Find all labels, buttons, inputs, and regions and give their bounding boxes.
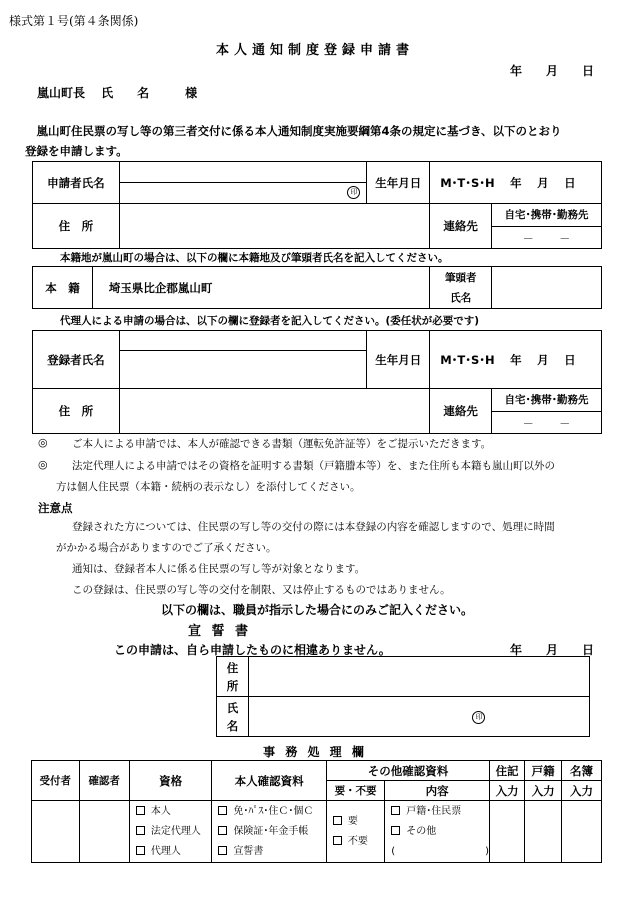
registrant-contact-type: 自宅･携帯･勤務先 [492,389,601,412]
agent-note: 代理人による申請の場合は、以下の欄に登録者を記入してください。(委任状が必要です) [60,315,480,327]
household-head-field[interactable] [492,267,602,309]
checkbox-no-need[interactable] [327,832,384,852]
intro-line-2: 登録を申請します。 [25,144,128,158]
caution-heading: 注意点 [38,501,73,515]
applicant-contact-label: 連絡先 [430,204,492,249]
koseki-input-cell[interactable] [525,801,562,863]
content-cell [385,801,490,863]
checkbox-oath[interactable] [212,842,325,862]
bullet-icon: ◎ [38,436,48,449]
checkbox-license[interactable] [212,802,325,822]
option-label: 免･ﾊﾟｽ･住Ｃ･個Ｃ [233,805,314,817]
id-docs-cell [212,801,326,863]
juki-header-1: 住記 [490,761,525,781]
registrant-birth-field[interactable]: M･T･S･H 年 月 日 [430,331,602,389]
oath-address-label-2: 所 [226,678,239,693]
oath-name-label-1: 氏 [226,700,239,715]
meibo-header-1: 名簿 [562,761,602,781]
option-label: 法定代理人 [150,825,201,837]
oath-address-label-1: 住 [226,660,239,675]
household-head-label [430,267,492,309]
receiver-header: 受付者 [32,761,80,801]
juki-header-2: 入力 [490,781,525,801]
id-docs-header: 本人確認資料 [212,761,326,801]
option-label: 宣誓書 [233,845,264,857]
checkbox-insurance[interactable] [212,822,325,842]
note-2b: 方は個人住民票（本籍・続柄の表示なし）を添付してください。 [56,481,361,493]
caution-3: この登録は、住民票の写し等の交付を制限、又は停止するものではありません。 [72,584,451,596]
dash: － [559,416,571,430]
applicant-contact-type: 自宅･携帯･勤務先 [492,204,601,227]
form-title: 本人通知制度登録申請書 [215,43,414,58]
checkbox-agent[interactable] [130,842,212,862]
caution-1a: 登録された方については、住民票の写し等の交付の際には本登録の内容を確認しますので、処理に時間 [72,521,555,533]
need-header: 要・不要 [326,781,384,801]
honseki-note: 本籍地が嵐山町の場合は、以下の欄に本籍地及び筆頭者氏名を記入してください。 [60,252,449,264]
meibo-header-2: 入力 [562,781,602,801]
oath-name-field[interactable] [248,697,589,737]
applicant-address-field[interactable] [119,204,429,249]
registrant-birth-label: 生年月日 [367,331,430,389]
registrant-name-field[interactable] [119,331,366,389]
oath-name-label-2: 名 [226,718,239,733]
applicant-name-field[interactable] [119,162,366,204]
seal-icon: 印 [472,711,485,724]
checkbox-other[interactable] [385,822,489,842]
oath-date: 年 月 日 [510,643,595,657]
checkbox-icon [218,806,227,815]
registrant-name-label: 登録者氏名 [33,331,120,389]
other-paren-field[interactable]: ( ) [391,845,490,857]
koseki-header-1: 戸籍 [525,761,562,781]
honseki-label: 本 籍 [33,267,93,309]
applicant-table [32,161,602,249]
oath-title: 宣 誓 書 [188,624,252,639]
dash: － [522,416,534,430]
qualification-header: 資格 [129,761,212,801]
applicant-address-label: 住 所 [33,204,120,249]
option-label: その他 [406,825,437,837]
registrant-address-label: 住 所 [33,389,120,434]
registrant-contact-field[interactable] [492,389,602,434]
applicant-contact-field[interactable] [492,204,602,249]
registrant-address-field[interactable] [119,389,429,434]
oath-address-label [217,657,249,697]
checkbox-icon [136,806,145,815]
option-label: 戸籍･住民票 [406,805,462,817]
checkbox-koseki[interactable] [385,802,489,822]
other-docs-header: その他確認資料 [326,761,489,781]
registrant-table [32,330,602,434]
koseki-header-2: 入力 [525,781,562,801]
checkbox-need[interactable] [327,812,384,832]
option-label: 保険証･年金手帳 [233,825,309,837]
seal-icon: 印 [347,186,360,199]
note-1: ご本人による申請では、本人が確認できる書類（運転免許証等）をご提示いただきます。 [72,438,492,450]
household-head-label-1: 筆頭者 [444,271,477,284]
oath-address-field[interactable] [248,657,589,697]
checkbox-icon [333,836,342,845]
form-number: 様式第１号(第４条関係) [9,14,139,28]
honseki-value[interactable]: 埼玉県比企郡嵐山町 [92,267,429,309]
checkbox-icon [218,826,227,835]
applicant-name-label: 申請者氏名 [33,162,120,204]
application-date: 年 月 日 [510,64,595,78]
meibo-input-cell[interactable] [562,801,602,863]
oath-table [216,656,590,737]
checkbox-legal-agent[interactable] [130,822,212,842]
option-label: 代理人 [150,845,181,857]
option-label: 要 [347,815,358,827]
staff-note: 以下の欄は、職員が指示した場合にのみご記入ください。 [161,603,474,617]
recipient: 嵐山町長 氏 名 様 [37,86,198,100]
applicant-birth-field[interactable]: M･T･S･H 年 月 日 [430,162,602,204]
caution-2: 通知は、登録者本人に係る住民票の写し等が対象となります。 [72,563,366,575]
oath-name-label [217,697,249,737]
office-table [31,760,602,863]
receiver-cell[interactable] [32,801,80,863]
applicant-birth-label: 生年月日 [367,162,430,204]
juki-input-cell[interactable] [490,801,525,863]
qualification-cell [129,801,212,863]
note-2a: 法定代理人による申請ではその資格を証明する書類（戸籍謄本等）を、また住所も本籍も嵐山町以外の [72,460,555,472]
need-cell [326,801,384,863]
checker-cell[interactable] [79,801,129,863]
bullet-icon: ◎ [38,458,48,471]
intro-line-1: 嵐山町住民票の写し等の第三者交付に係る本人通知制度実施要綱第4条の規定に基づき、以下のとおり [25,124,562,138]
honseki-table [32,266,602,309]
option-label: 本人 [150,805,171,817]
checkbox-icon [333,816,342,825]
checkbox-self[interactable] [130,802,212,822]
checkbox-icon [391,826,400,835]
option-label: 不要 [347,835,368,847]
dash: － [559,231,571,245]
checkbox-icon [218,846,227,855]
checkbox-icon [136,846,145,855]
household-head-label-2: 氏名 [450,291,472,304]
registrant-contact-label: 連絡先 [430,389,492,434]
oath-statement: この申請は、自ら申請したものに相違ありません。 [114,643,391,657]
content-header: 内容 [385,781,490,801]
checkbox-icon [391,806,400,815]
checker-header: 確認者 [79,761,129,801]
caution-1b: がかかる場合がありますのでご了承ください。 [56,542,277,554]
office-title: 事 務 処 理 欄 [263,745,367,759]
checkbox-icon [136,826,145,835]
dash: － [522,231,534,245]
